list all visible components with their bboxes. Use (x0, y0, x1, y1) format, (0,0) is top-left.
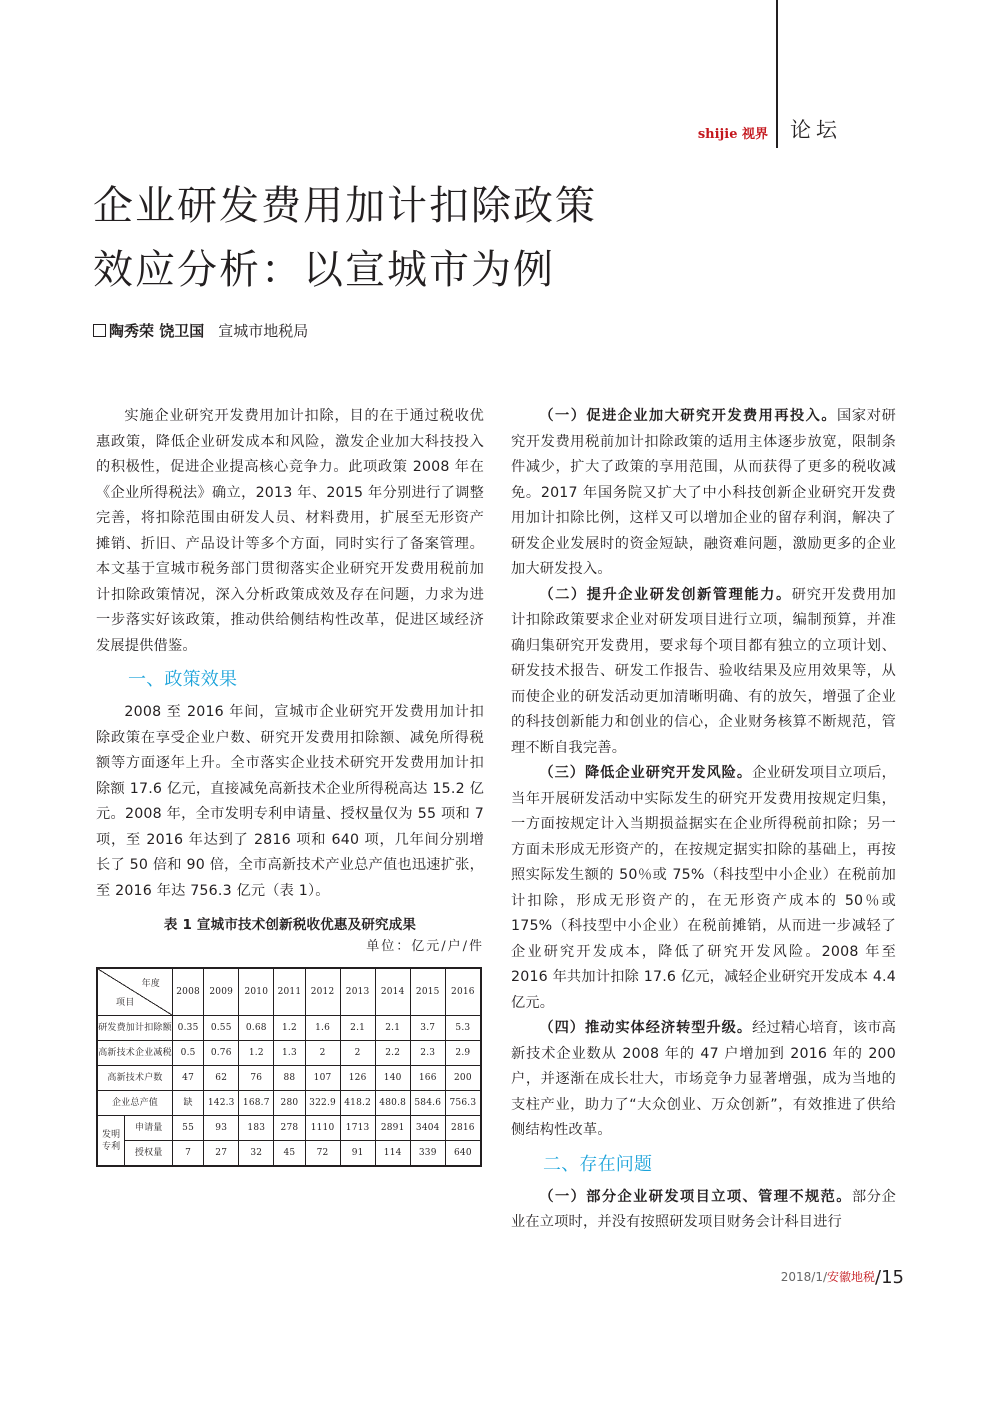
row-label: 授权量 (125, 1141, 173, 1167)
table-cell: 1713 (340, 1116, 375, 1141)
table-cell: 107 (305, 1066, 340, 1091)
table-cell: 140 (375, 1066, 410, 1091)
year-header: 2009 (204, 968, 239, 1016)
left-column (96, 404, 484, 1167)
table-cell: 114 (375, 1141, 410, 1167)
table-cell: 142.3 (204, 1091, 239, 1116)
table-row (97, 1016, 481, 1041)
article-title (93, 174, 793, 302)
paragraph-4-body: 经过精心培育，该市高新技术企业数从 2008 年的 47 户增加到 2016 年的 200 户，并逐渐在成长壮大，市场竞争力显著增强，成为当地的支柱产业，助力了“大众创业、万众创新”，有效推进了供给侧结构性改革。 (511, 1020, 896, 1138)
year-header: 2012 (305, 968, 340, 1016)
paragraph-3-body: 企业研发项目立项后，当年开展研发活动中实际发生的研究开发费用按规定归集，一方面按规定计入当期损益据实在企业所得税前扣除；另一方面未形成无形资产的，在按规定据实扣除的基础上，再按照实际发生额的 50％或 75%（科技型中小企业）在税前加计扣除，形成无形资产的，在无形资产成本的 50％或 175%（科技型中小企业）在税前摊销，从而进一步减轻了企业研究开发成本，降低了研究开发风险。2008 年至 2016 年共加计扣除 17.6 亿元，减轻企业研究开发成本 4.4 亿元。 (511, 765, 896, 1011)
intro-paragraph: 实施企业研究开发费用加计扣除，目的在于通过税收优惠政策，降低企业研发成本和风险，激发企业加大科技投入的积极性，促进企业提高核心竞争力。此项政策 2008 年在《企业所得税法》确立，2013 年、2015 年分别进行了调整完善，将扣除范围由研发人员、材料费用，扩展至无形资产摊销、折旧、产品设计等多个方面，同时实行了备案管理。本文基于宣城市税务部门贯彻落实企业研究开发费用税前加计扣除政策情况，深入分析政策成效及存在问题，力求为进一步落实好该政策，推动供给侧结构性改革，促进区域经济发展提供借鉴。 (96, 408, 484, 654)
year-header: 2016 (445, 968, 481, 1016)
table-cell: 166 (410, 1066, 445, 1091)
paragraph-3 (511, 761, 896, 1016)
footer-page-number: /15 (875, 1267, 904, 1288)
table-cell: 339 (410, 1141, 445, 1167)
table-cell: 0.76 (204, 1041, 239, 1066)
paragraph-1-lead: （一）促进企业加大研究开发费用再投入。 (539, 408, 837, 424)
table-row (97, 1041, 481, 1066)
corner-year-label: 年度 (141, 979, 160, 989)
table-cell: 3404 (410, 1116, 445, 1141)
table-cell: 280 (274, 1091, 305, 1116)
table-cell: 2891 (375, 1116, 410, 1141)
table-cell: 76 (239, 1066, 274, 1091)
table-cell: 2.1 (340, 1016, 375, 1041)
table-cell: 278 (274, 1116, 305, 1141)
title-line-1: 企业研发费用加计扣除政策 (93, 183, 597, 229)
year-header: 2013 (340, 968, 375, 1016)
table-cell: 88 (274, 1066, 305, 1091)
author-affiliation: 宣城市地税局 (218, 322, 309, 340)
table-cell: 62 (204, 1066, 239, 1091)
row-label: 高新技术企业减税 (97, 1041, 173, 1066)
table-cell: 183 (239, 1116, 274, 1141)
table-cell: 91 (340, 1141, 375, 1167)
paragraph-4 (511, 1016, 896, 1144)
right-column (511, 404, 896, 1236)
author-names: 陶秀荣 饶卫国 (109, 322, 205, 340)
paragraph-1 (511, 404, 896, 583)
table-cell: 126 (340, 1066, 375, 1091)
table-cell: 0.55 (204, 1016, 239, 1041)
table-cell: 93 (204, 1116, 239, 1141)
section-heading-2: 二、存在问题 (543, 1153, 653, 1175)
table-cell: 7 (173, 1141, 204, 1167)
table-cell: 缺 (173, 1091, 204, 1116)
author-line (93, 320, 308, 341)
table-cell: 584.6 (410, 1091, 445, 1116)
table-cell: 200 (445, 1066, 481, 1091)
paragraph-5-lead: （一）部分企业研发项目立项、管理不规范。 (539, 1188, 852, 1205)
table-cell: 2 (305, 1041, 340, 1066)
table-unit: 单位：亿元/户/件 (366, 939, 484, 954)
header-column-name: 论坛 (790, 118, 842, 142)
table-corner-cell (97, 968, 173, 1016)
table-cell: 418.2 (340, 1091, 375, 1116)
table-cell: 322.9 (305, 1091, 340, 1116)
footer-magazine: 安徽地税 (827, 1270, 876, 1284)
section-heading-1: 一、政策效果 (128, 669, 238, 690)
year-header: 2015 (410, 968, 445, 1016)
table-cell: 2.1 (375, 1016, 410, 1041)
row-label: 研发费加计扣除额 (97, 1016, 173, 1041)
table-cell: 3.7 (410, 1016, 445, 1041)
table-cell: 640 (445, 1141, 481, 1167)
paragraph-2 (511, 583, 896, 762)
patent-group-label: 发明专利 (97, 1116, 125, 1167)
title-line-2: 效应分析：以宣城市为例 (93, 247, 555, 293)
footer-issue: 2018/1/ (780, 1270, 828, 1284)
table-cell: 480.8 (375, 1091, 410, 1116)
paragraph-4-lead: （四）推动实体经济转型升级。 (539, 1020, 753, 1036)
paragraph-3-lead: （三）降低企业研究开发风险。 (539, 765, 753, 781)
corner-item-label: 项目 (116, 998, 135, 1008)
row-label: 企业总产值 (97, 1091, 173, 1116)
paragraph-2-body: 研究开发费用加计扣除政策要求企业对研发项目进行立项，编制预算，并准确归集研究开发费用，要求每个项目都有独立的立项计划、研发技术报告、研发工作报告、验收结果及应用效果等，从而使企业的研发活动更加清晰明确、有的放矢，增强了企业的科技创新能力和创业的信心，企业财务核算不断规范，管理不断自我完善。 (511, 586, 896, 756)
data-table (96, 967, 482, 1167)
square-bullet-icon (93, 324, 106, 337)
table-cell: 1.6 (305, 1016, 340, 1041)
table-cell: 0.5 (173, 1041, 204, 1066)
year-header: 2010 (239, 968, 274, 1016)
table-cell: 47 (173, 1066, 204, 1091)
paragraph-5-body: 部分企业在立项时，并没有按照研发项目财务会计科目进行 (511, 1188, 896, 1230)
table-cell: 1110 (305, 1116, 340, 1141)
row-label: 高新技术户数 (97, 1066, 173, 1091)
table-cell: 2816 (445, 1116, 481, 1141)
paragraph-1-body: 国家对研究开发费用税前加计扣除政策的适用主体逐步放宽，限制条件减少，扩大了政策的享用范围，从而获得了更多的税收减免。2017 年国务院又扩大了中小科技创新企业研究开发费用加计扣除比例，这样又可以增加企业的留存利润，解决了研发企业发展时的资金短缺，融资难问题，激励更多的企业加大研发投入。 (511, 408, 896, 577)
table-row (97, 1141, 481, 1167)
paragraph-5 (511, 1185, 896, 1236)
table-cell: 2 (340, 1041, 375, 1066)
table-cell: 2.2 (375, 1041, 410, 1066)
table-cell: 1.2 (274, 1016, 305, 1041)
table-cell: 1.2 (239, 1041, 274, 1066)
table-cell: 5.3 (445, 1016, 481, 1041)
year-header: 2008 (173, 968, 204, 1016)
header-divider-line (776, 0, 778, 148)
table-cell: 756.3 (445, 1091, 481, 1116)
table-cell: 55 (173, 1116, 204, 1141)
table-cell: 72 (305, 1141, 340, 1167)
policy-effect-paragraph: 2008 至 2016 年间，宣城市企业研究开发费用加计扣除政策在享受企业户数、研究开发费用扣除额、减免所得税额等方面逐年上升。全市落实企业技术研究开发费用加计扣除额 17.6 亿元，直接减免高新技术企业所得税高达 15.2 亿元。2008 年，全市发明专利申请量、授权量仅为 55 项和 7 项，至 2016 年达到了 2816 项和 640 项，几年间分别增长了 50 倍和 90 倍，全市高新技术产业总产值也迅速扩张，至 2016 年达 756.3 亿元（表 1）。 (96, 704, 484, 899)
table-cell: 27 (204, 1141, 239, 1167)
table-row (97, 1116, 481, 1141)
table-caption: 表 1 宣城市技术创新税收优惠及研究成果 (163, 917, 417, 933)
table-cell: 168.7 (239, 1091, 274, 1116)
table-header-row (97, 968, 481, 1016)
table-cell: 32 (239, 1141, 274, 1167)
table-cell: 0.35 (173, 1016, 204, 1041)
paragraph-2-lead: （二）提升企业研发创新管理能力。 (539, 586, 792, 603)
table-cell: 2.9 (445, 1041, 481, 1066)
table-cell: 1.3 (274, 1041, 305, 1066)
row-label: 申请量 (125, 1116, 173, 1141)
year-header: 2014 (375, 968, 410, 1016)
table-cell: 0.68 (239, 1016, 274, 1041)
table-cell: 2.3 (410, 1041, 445, 1066)
header-shijie: shijie 视界 (697, 127, 768, 142)
table-cell: 45 (274, 1141, 305, 1167)
year-header: 2011 (274, 968, 305, 1016)
table-row (97, 1066, 481, 1091)
table-row (97, 1091, 481, 1116)
page-footer (781, 1267, 904, 1288)
